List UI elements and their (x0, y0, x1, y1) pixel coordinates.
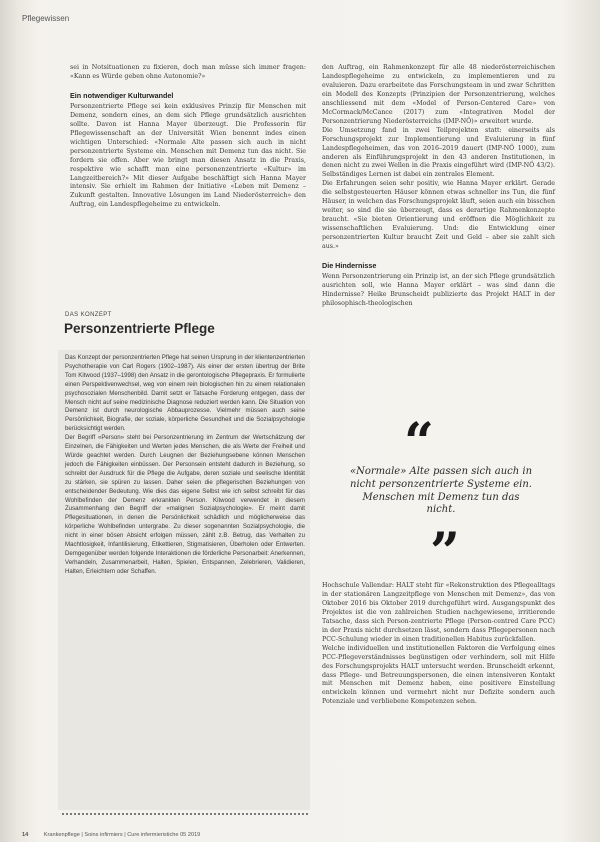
pull-quote: «Normale» Alte passen sich auch in nicht personzentrierte Systeme ein. Menschen mit Demenz tun das nicht. (349, 466, 533, 516)
page-footer (22, 832, 200, 838)
right-paragraph-4: Wenn Personzentrierung ein Prinzip ist, an der sich Pflege grundsätzlich ausrichten soll, wie Hanna Mayer erklärt – was sind dann die Hindernisse? Heike Brunscheidt publizierte das Projekt HALT in der philosophisch-theologischen (322, 273, 555, 307)
section-header: Pflegewissen (22, 14, 70, 23)
kulturwandel-paragraph: Personzentrierte Pflege sei kein exklusives Prinzip für Menschen mit Demenz, sondern eines, an dem sich Pflege grundsätzlich ausrichten sollte. Davon ist Hanna Mayer überzeugt. Die Professorin für Pflegewissenschaft an der Universität Wien benennt indes einen wichtigen Unterschied: «Normale Alte passen sich auch in nicht personzentrierte Systeme ein. Menschen mit Demenz tun das nicht. Sie fordern sie offen. Aber wie bringt man diesen Ansatz in die Praxis, respektive wie schafft man eine personenzentrierte «Kultur» im Langzeitbereich?» Mit dieser Aufgabe beschäftigt sich Hanna Mayer intensiv. Sie erhielt im Rahmen der Initiative «Leben mit Demenz – Zukunft gestalten. Innovative Lösungen im Land Niederösterreich» den Auftrag, ein Landespflegeheime zu entwickeln. (70, 102, 306, 209)
right-column-bottom (322, 582, 555, 707)
halt-paragraph-2: Welche individuellen und institutionellen Faktoren die Verfolgung eines PCC-Pflegeverständnisses begünstigen oder verhindern, soll mit Hilfe des Forschungsprojekts HALT untersucht werden. Brunscheidt erkennt, dass Pflege- und Betreuungspersonen, die einen intensiveren Kontakt mit Menschen mit Demenz haben, eine positivere Einstellung entwickeln können und vermehrt nicht nur Defizite sondern auch Potenziale und verbliebene Kompetenzen sehen. (322, 644, 555, 706)
right-paragraph-1: den Auftrag, ein Rahmenkonzept für alle 48 niederösterreichischen Landespflegeheime zu entwickeln, zu implementieren und zu evaluieren. Dazu erarbeitete das Forschungsteam in und zwar Schritten ein Modell des Konzepts (Prinzipien der Personzentrierung, welches anschliessend mit dem «Model of Person-Centered Care» von McCormack/McCance (2017) zum «Integrativen Model der Personzentrierung Niederösterreichs (IMP-NÖ)» erweitert wurde. (322, 64, 555, 125)
section-heading-hindernisse: Die Hindernisse (322, 261, 377, 271)
page-number: 14 (22, 832, 29, 838)
opening-quote-mark: “ (404, 412, 434, 473)
right-paragraph-2: Die Umsetzung fand in zwei Teilprojekten statt: einerseits als Forschungsprojekt zur Implementierung und Evaluierung in fünf Landespflegeheimen, das von 2016–2019 dauert (IMP-NÖ 1000), zum anderen als Einführungsprojekt in den 43 anderen Institutionen, in denen nicht zu zwei Wellen in die Praxis eingeführt wird (IMP-NÖ 43/2). Selbständiges Lernen ist dabei ein zentrales Element. (322, 126, 555, 179)
concept-title: Personzentrierte Pflege (64, 321, 215, 336)
concept-label: DAS KONZEPT (65, 312, 112, 318)
concept-paragraph-1: Das Konzept der personzentrierten Pflege hat seinen Ursprung in der klientenzentrierten Psychotherapie von Carl Rogers (1902–1987). Als einer der ersten übertrug der Brite Tom Kitwood (1937–1998) den Ansatz in die gerontologische Pflegepraxis. Er formulierte einen Perspektivenwechsel, weg von einem rein biologischen hin zu einem relationalen psychosozialen Menschenbild. Damit setzt er Tatsache Forderung entgegen, dass der Mensch nicht auf seine medizinische Diagnose reduziert werden kann. Die Situation von Demenz ist durch neurologische Abbauprozesse. Vielmehr müssen auch seine Persönlichkeit, Biografie, der soziale, körperliche Gesundheit und die Sozialpsychologie berücksichtigt werden. (65, 354, 305, 433)
left-column-top (70, 64, 306, 210)
section-heading-kulturwandel: Ein notwendiger Kulturwandel (70, 90, 174, 100)
intro-paragraph: sei in Notsituationen zu fixieren, doch man müsse sich immer fragen: «Kann es Würde geben ohne Autonomie?» (70, 64, 306, 80)
concept-paragraph-2: Der Begriff «Person» steht bei Personzentrierung im Zentrum der Wertschätzung der Einzelnen, die Fähigkeiten und Werten jedes Menschen, die als Werte der Freiheit und Würde geachtet werden. Durch Leugnen der Beziehungsebene können Menschen jedoch die Fähigkeiten einbüssen. Der Personsein entsteht dadurch in Beziehung, so schreibt der Ausdruck für die Pflege die Aufgabe, deren soziale und seelische Identität zu stärken, sie spüren zu lassen. Daher seien die pflegerischen Beziehungen von entscheidender Bedeutung. Wie dies das eigene Selbst wie ich selbst schreibt für das Wohlbefinden der Demenz erkrankten Person. Kitwood verwendet in diesem Zusammenhang den Begriff der «malignen Sozialpsychologie». Er meint damit Pflegesituationen, in denen die Persönlichkeit schädlich und möglicherweise das körperliche Wohlbefinden untergrabe. Zu dieser sogenannten Sozialpsychologie, die nicht in einer bösen Absicht erfolgen müssen, zählt z.B. Betrug, das Verhalten zu Machtlosigkeit, Infantilisierung, Etikettieren, Stigmatisieren, Überholen oder Entwerten. Demgegenüber werden folgende Interaktionen die förderliche Personarbeit: Anerkennen, Verhandeln, Zusammenarbeit, Halten, Spielen, Entspannen, Zelebrieren, Validieren, Halten, Erleichtern oder Schaffen. (65, 434, 305, 575)
closing-quote-mark: ” (430, 522, 460, 583)
halt-paragraph-1: Hochschule Vallendar: HALT steht für «Rekonstruktion des Pflegealltags in der stationären Langzeitpflege von Menschen mit Demenz», das von Oktober 2016 bis Oktober 2019 durchgeführt wird. Ausgangspunkt des Projektes ist die von zahlreichen Studien nachgewiesene, irritierende Tatsache, dass sich Person-zentrierte Pflege (Person-centred Care PCC) in der Praxis nicht durchsetzen lässt, sondern dass Pflegepersonen nach PCC-Schulung wieder in einen traditionellen Habitus zurückfallen. (322, 582, 555, 643)
concept-column (65, 354, 305, 577)
footer-publication: Krankenpflege | Soins infirmiers | Cure infermieristiche 05 2019 (43, 832, 201, 838)
right-column-top (322, 64, 555, 309)
dotted-divider (62, 813, 308, 815)
right-paragraph-3: Die Erfahrungen seien sehr positiv, wie Hanna Mayer erklärt. Gerade die selbstgesteuerten Häuser können etwas schneller ins Tun, die fünf Häuser, in welchen das Forschungsprojekt läuft, seien auch ein bisschen weiter, so sind die sie überzeugt, dass es derartige Rahmenkonzepte braucht. «Sie bieten Orientierung und eröffnen die Möglichkeit zu wissenschaftlichen Evaluierung. Und: die Entwicklung einer personzentrierten Kultur braucht Zeit und Geld – aber sie zahlt sich aus.» (322, 180, 555, 251)
